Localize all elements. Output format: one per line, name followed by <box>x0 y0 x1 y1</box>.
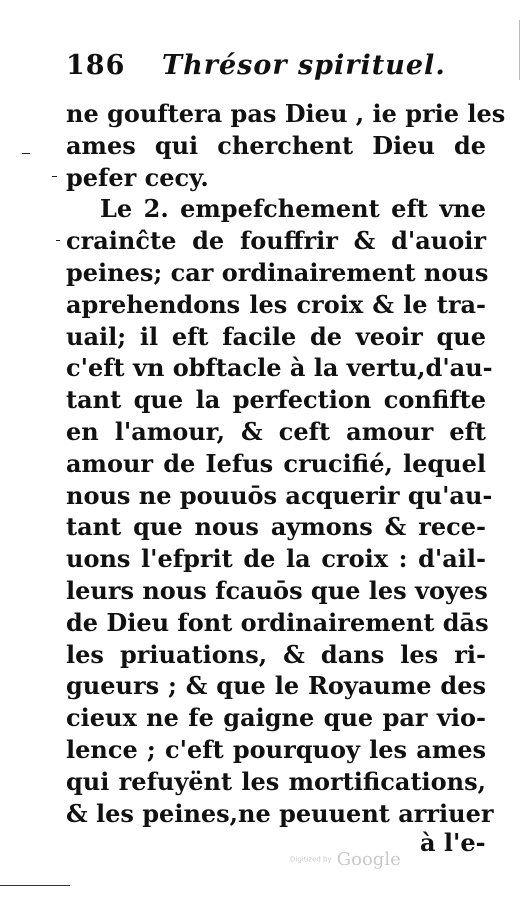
text-line: uail; il eft facile de veoir que <box>66 321 486 351</box>
text-line: en l'amour, & ceft amour eft <box>66 416 486 446</box>
text-line: ames qui cherchent Dieu de <box>66 130 486 160</box>
text-line: c'eft vn obftacle à la vertu,d'au- <box>66 353 493 383</box>
page-edge <box>519 20 520 80</box>
text-line: & les peines,ne peuuent arriuer <box>66 798 494 828</box>
watermark-prefix: Digitized by <box>290 855 332 864</box>
margin-mark <box>52 176 57 177</box>
text-line: gueurs ; & que le Royaume des <box>66 671 486 701</box>
text-line: amour de Iefus crucifié, lequel <box>66 448 486 478</box>
text-line: nous ne pouuōs acquerir qu'au- <box>66 480 493 510</box>
catchword: à l'e- <box>420 828 486 857</box>
margin-mark <box>56 240 60 241</box>
text-line: peines; car ordinairement nous <box>66 257 489 287</box>
text-line: tant que nous aymons & rece- <box>66 512 486 542</box>
text-line: crainĉte de fouffrir & d'auoir <box>66 226 486 256</box>
text-line: de Dieu font ordinairement dās <box>66 607 489 637</box>
text-line: ne gouftera pas Dieu , ie prie les <box>66 99 506 128</box>
text-line: aprehendons les croix & le tra- <box>66 289 486 319</box>
text-line: leurs nous fcauōs que les voyes <box>66 575 488 605</box>
text-line: lence ; c'eft pourquoy les ames <box>66 734 486 764</box>
watermark-brand: Google <box>336 849 401 870</box>
text-line: les priuations, & dans les ri- <box>66 639 486 669</box>
page-number: 186 <box>66 50 126 81</box>
margin-mark <box>22 153 30 154</box>
page-header <box>66 50 486 90</box>
text-line: tant que la perfection confifte <box>66 385 486 415</box>
scan-watermark <box>290 849 401 870</box>
text-line: pefer cecy. <box>66 162 209 192</box>
text-line: Le 2. empefchement eft vne <box>100 194 486 224</box>
bottom-rule <box>0 885 70 886</box>
running-title: Thrésor spirituel. <box>162 50 446 81</box>
body-text <box>66 98 506 829</box>
text-line: qui refuyënt les mortifications, <box>66 766 486 796</box>
text-line: cieux ne fe gaigne que par vio- <box>66 703 486 733</box>
text-line: uons l'efprit de la croix : d'ail- <box>66 544 486 574</box>
